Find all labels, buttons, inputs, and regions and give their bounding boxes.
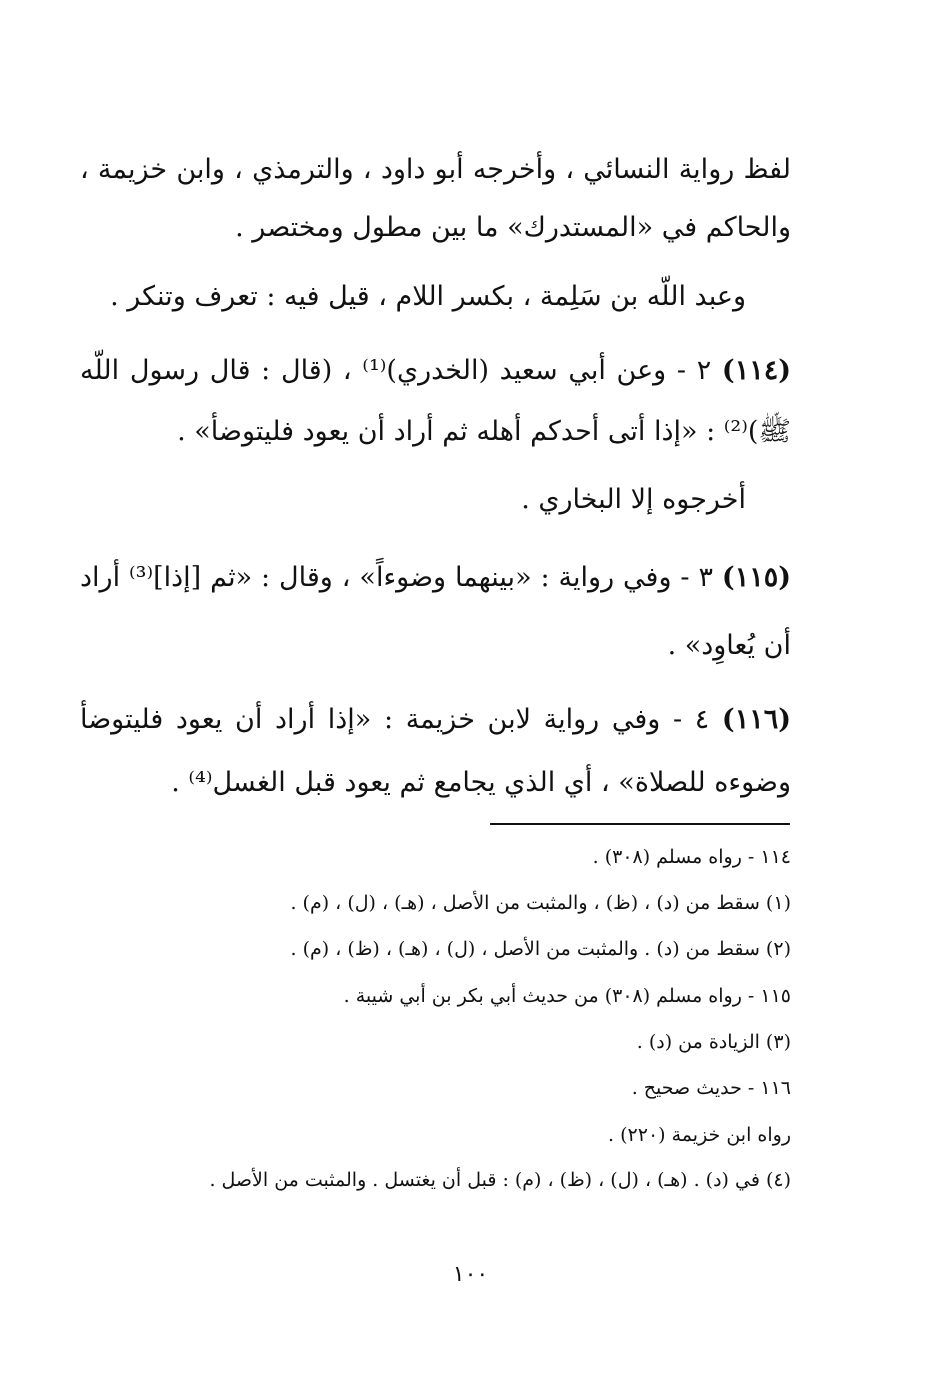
footnote-7: رواه ابن خزيمة (٢٢٠) . (608, 1124, 791, 1146)
footnote-1: ١١٤ - رواه مسلم (٣٠٨) . (592, 846, 791, 868)
text-line-2: والحاكم في «المستدرك» ما بين مطول ومختصر . (235, 212, 791, 243)
hadith-116-line-2: وضوءه للصلاة» ، أي الذي يجامع ثم يعود قبل الغسل⁽⁴⁾ . (171, 767, 791, 798)
hadith-116-text-1: ٤ - وفي رواية لابن خزيمة : «إذا أراد أن يعود فليتوضأ (80, 704, 710, 735)
footnote-2: (١) سقط من (د) ، (ظ) ، والمثبت من الأصل ، (هـ) ، (ل) ، (م) . (290, 892, 791, 914)
footnote-3: (٢) سقط من (د) . والمثبت من الأصل ، (ل) ، (هـ) ، (ظ) ، (م) . (290, 938, 791, 960)
hadith-114-line-2: ﷺ)⁽²⁾ : «إذا أتى أحدكم أهله ثم أراد أن يعود فليتوضأ» . (177, 416, 791, 447)
hadith-116-line-1 (80, 700, 791, 740)
hadith-114-line-1 (80, 351, 791, 391)
hadith-114-text-1: ٢ - وعن أبي سعيد (الخدري)⁽¹⁾ ، (قال : قال رسول اللّه (80, 355, 712, 386)
footnote-5: (٣) الزيادة من (د) . (636, 1031, 791, 1053)
footnote-8: (٤) في (د) . (هـ) ، (ل) ، (ظ) ، (م) : قبل أن يغتسل . والمثبت من الأصل . (209, 1169, 791, 1191)
footnote-6: ١١٦ - حديث صحيح . (631, 1077, 791, 1099)
hadith-115-text-1: ٣ - وفي رواية : «بينهما وضوءاً» ، وقال : «ثم [إذا]⁽³⁾ أراد (80, 562, 713, 593)
page-number: ١٠٠ (452, 1262, 489, 1287)
hadith-115-line-1 (80, 558, 791, 598)
hadith-114-number: (١١٤) (721, 355, 791, 386)
takhrij-line: أخرجوه إلا البخاري . (521, 484, 746, 515)
text-line-1: لفظ رواية النسائي ، وأخرجه أبو داود ، والترمذي ، وابن خزيمة ، (80, 154, 791, 185)
hadith-115-line-2: أن يُعاوِد» . (667, 630, 791, 661)
text-line-3: وعبد اللّه بن سَلِمة ، بكسر اللام ، قيل فيه : تعرف وتنكر . (110, 281, 746, 312)
footnote-divider (490, 823, 790, 825)
hadith-116-number: (١١٦) (721, 704, 791, 735)
hadith-115-number: (١١٥) (721, 562, 791, 593)
footnote-4: ١١٥ - رواه مسلم (٣٠٨) من حديث أبي بكر بن أبي شيبة . (343, 985, 791, 1007)
